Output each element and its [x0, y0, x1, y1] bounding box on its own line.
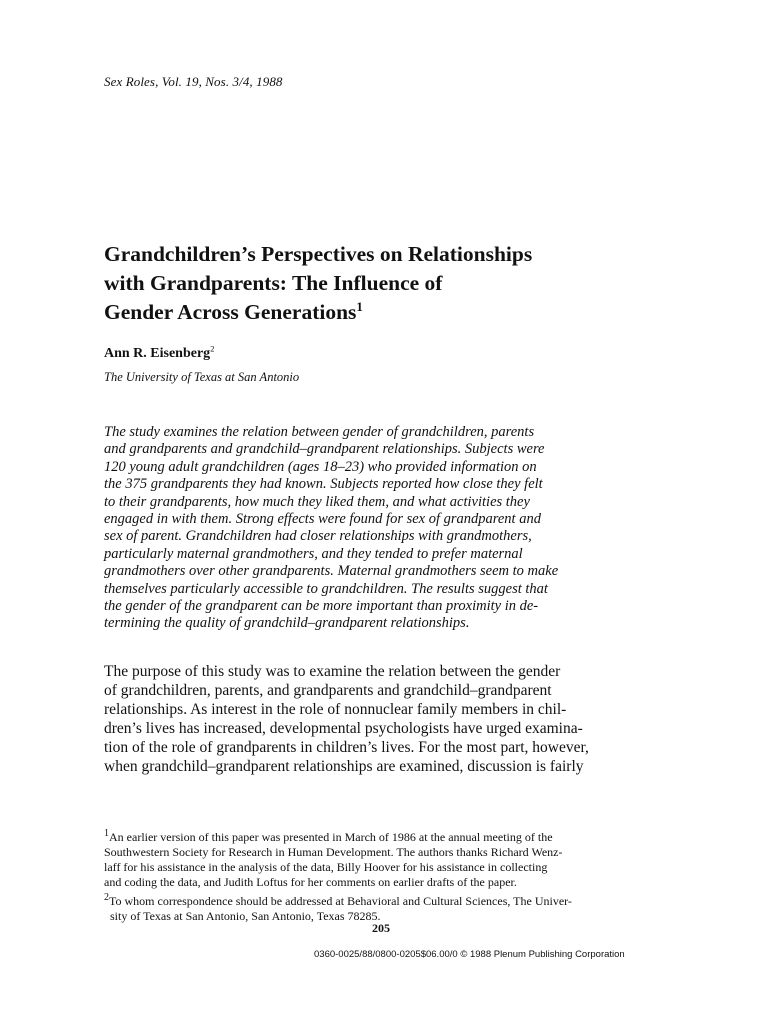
title-line-3-text: Gender Across Generations — [104, 300, 357, 324]
footnote-marker: 2 — [104, 892, 109, 903]
abstract-line: grandmothers over other grandparents. Maternal grandmothers seem to make — [104, 563, 559, 580]
title-line-1: Grandchildren’s Perspectives on Relationships — [104, 242, 533, 266]
footnote-line — [104, 826, 674, 845]
author-name — [104, 346, 214, 362]
author-affiliation: The University of Texas at San Antonio — [104, 370, 300, 384]
page-number: 205 — [372, 921, 390, 935]
title-footnote-marker: 1 — [356, 299, 363, 314]
footnote-line: sity of Texas at San Antonio, San Antonio, Texas 78285. — [110, 909, 381, 923]
abstract-line: 120 young adult grandchildren (ages 18–23) who provided information on — [104, 458, 537, 475]
footnote-line: and coding the data, and Judith Loftus for her comments on earlier drafts of the paper. — [104, 875, 517, 889]
body-line: of grandchildren, parents, and grandparents and grandchild–grandparent — [104, 682, 552, 699]
footnote-2 — [104, 890, 674, 924]
body-paragraph — [104, 662, 674, 776]
abstract-line: and grandparents and grandchild–grandparent relationships. Subjects were — [104, 441, 545, 458]
body-line: dren’s lives has increased, developmental psychologists have urged examina- — [104, 720, 583, 737]
abstract-line: The study examines the relation between gender of grandchildren, parents — [104, 424, 535, 440]
footnote-line: laff for his assistance in the analysis of the data, Billy Hoover for his assistance in collecting — [104, 860, 548, 874]
body-line: The purpose of this study was to examine the relation between the gender — [104, 663, 561, 680]
body-line: when grandchild–grandparent relationships are examined, discussion is fairly — [104, 758, 584, 775]
footnote-text: An earlier version of this paper was presented in March of 1986 at the annual meeting of the — [109, 830, 553, 844]
article-title — [104, 240, 684, 327]
footnote-marker: 1 — [104, 828, 109, 839]
abstract-line: the gender of the grandparent can be more important than proximity in de- — [104, 598, 539, 615]
abstract-line: to their grandparents, how much they liked them, and what activities they — [104, 493, 530, 510]
abstract-line: termining the quality of grandchild–grandparent relationships. — [104, 615, 470, 632]
author-name-text: Ann R. Eisenberg — [104, 346, 211, 361]
running-head: Sex Roles, Vol. 19, Nos. 3/4, 1988 — [104, 74, 283, 89]
footnote-text: To whom correspondence should be addressed at Behavioral and Cultural Sciences, The Univer- — [109, 894, 572, 908]
abstract-line: sex of parent. Grandchildren had closer relationships with grandmothers, — [104, 528, 532, 545]
author-footnote-marker: 2 — [210, 344, 215, 354]
abstract-line: themselves particularly accessible to grandchildren. The results suggest that — [104, 580, 548, 597]
abstract-line: engaged in with them. Strong effects were found for sex of grandparent and — [104, 511, 541, 528]
body-line: tion of the role of grandparents in children’s lives. For the most part, however, — [104, 739, 589, 756]
title-line-3 — [104, 298, 684, 327]
footnotes — [104, 826, 674, 924]
body-line: relationships. As interest in the role of nonnuclear family members in chil- — [104, 701, 567, 718]
abstract-line: the 375 grandparents they had known. Subjects reported how close they felt — [104, 476, 543, 493]
footnote-1 — [104, 826, 674, 890]
footnote-line — [104, 890, 674, 909]
copyright-line: 0360-0025/88/0800-0205$06.00/0 © 1988 Plenum Publishing Corporation — [314, 949, 625, 960]
footnote-line: Southwestern Society for Research in Human Development. The authors thanks Richard Wenz- — [104, 845, 563, 859]
abstract-line: particularly maternal grandmothers, and they tended to prefer maternal — [104, 545, 523, 562]
abstract — [104, 424, 674, 633]
title-line-2: with Grandparents: The Influence of — [104, 271, 443, 295]
